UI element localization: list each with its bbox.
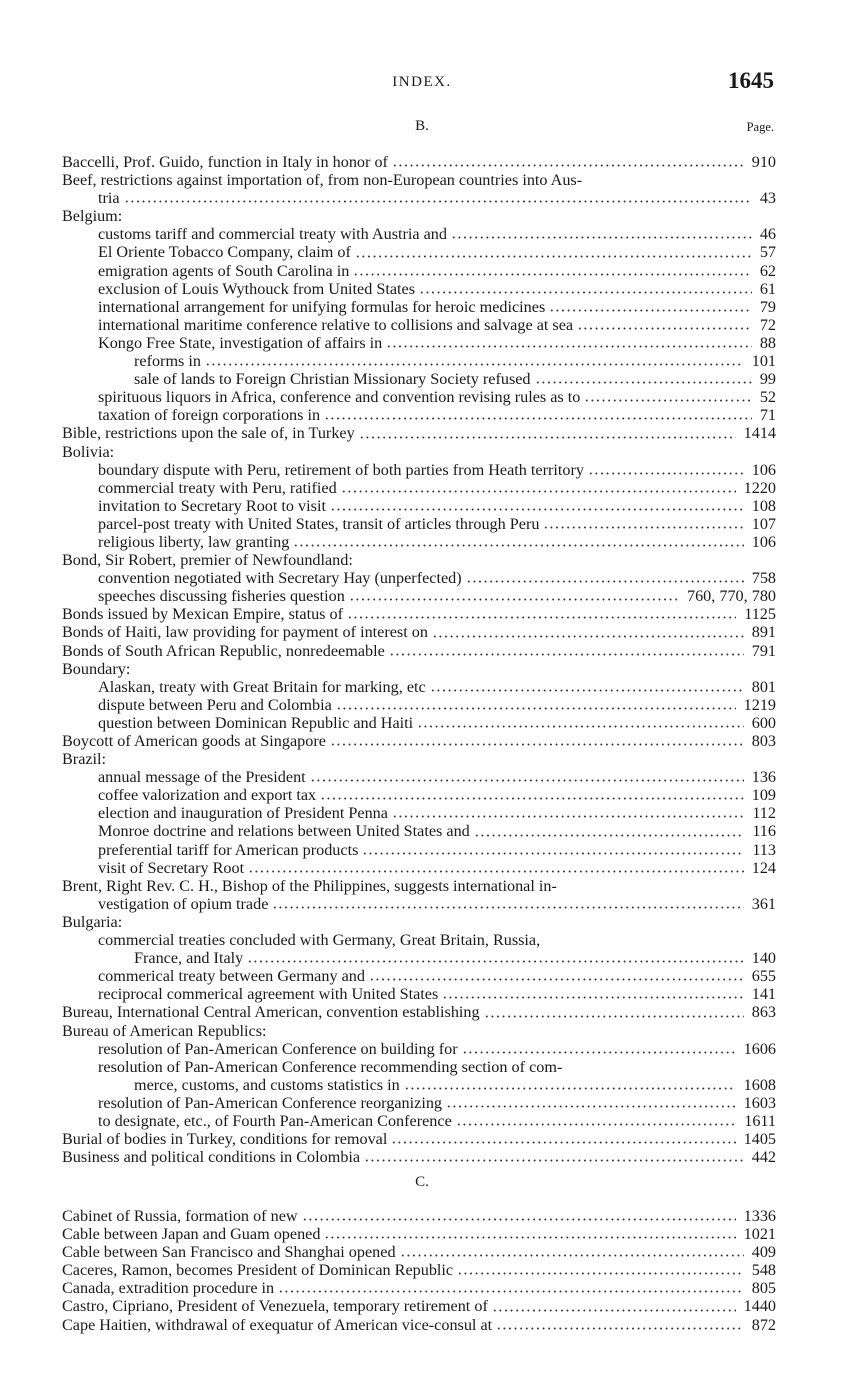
dot-leader (588, 472, 744, 475)
entry-page: 1219 (740, 696, 776, 714)
entry-text: reciprocal commerical agreement with United States (98, 985, 439, 1004)
index-entry (62, 841, 776, 859)
entry-text: Cape Haitien, withdrawal of exequatur of American vice-consul at (62, 1315, 493, 1334)
entry-text: commercial treaties concluded with Germany, Great Britain, Russia, (98, 931, 541, 950)
index-entry (62, 424, 776, 442)
entry-page: 124 (748, 859, 776, 877)
index-entry (62, 1112, 776, 1130)
entry-text: Brent, Right Rev. C. H., Bishop of the Philippines, suggests international in- (62, 876, 557, 895)
entry-text: Bonds of South African Republic, nonredeemable (62, 641, 385, 660)
index-entry (62, 1225, 776, 1243)
index-entry (62, 895, 776, 913)
index-entry (62, 913, 776, 931)
index-entry (62, 298, 776, 316)
index-entry (62, 316, 776, 334)
dot-leader (442, 996, 744, 999)
entry-text: merce, customs, and customs statistics in (134, 1075, 400, 1094)
dot-leader (496, 1327, 744, 1330)
entry-page: 72 (756, 316, 776, 334)
index-entry (62, 171, 776, 189)
dot-leader (369, 978, 744, 981)
index-entry (62, 1022, 776, 1040)
entry-text: preferential tariff for American products (98, 840, 359, 859)
entry-page: 101 (748, 352, 776, 370)
entry-text: election and inauguration of President Penna (98, 804, 388, 823)
dot-leader (310, 779, 744, 782)
dot-leader (466, 580, 744, 583)
entry-page: 62 (756, 262, 776, 280)
entry-text: Cable between Japan and Guam opened (62, 1225, 321, 1244)
entry-page: 46 (756, 225, 776, 243)
index-entry (62, 443, 776, 461)
entry-text: reforms in (134, 352, 201, 371)
index-entry (62, 768, 776, 786)
entry-page: 141 (748, 985, 776, 1003)
entry-text: commercial treaty with Peru, ratified (98, 478, 337, 497)
entry-text: speeches discussing fisheries question (98, 587, 345, 606)
dot-leader (248, 870, 744, 873)
entry-text: religious liberty, law granting (98, 532, 290, 551)
index-entry (62, 1003, 776, 1021)
index-entry (62, 678, 776, 696)
entry-text: parcel-post treaty with United States, transit of articles through Peru (98, 514, 540, 533)
index-entry (62, 280, 776, 298)
dot-leader (404, 1087, 736, 1090)
entry-text: Belgium: (62, 207, 123, 226)
entry-page: 1220 (740, 479, 776, 497)
entry-page: 760, 770, 780 (683, 587, 776, 605)
entry-text: France, and Italy (134, 949, 244, 968)
index-entry (62, 225, 776, 243)
entry-text: Kongo Free State, investigation of affairs in (98, 333, 383, 352)
index-entry (62, 1261, 776, 1279)
dot-leader (543, 526, 744, 529)
entry-text: taxation of foreign corporations in (98, 406, 321, 425)
entry-text: Bonds of Haiti, law providing for payment of interest on (62, 623, 428, 642)
index-entry (62, 1316, 776, 1334)
entry-text: Caceres, Ramon, becomes President of Dominican Republic (62, 1261, 454, 1280)
section-letter: B. (415, 118, 429, 134)
entry-page: 805 (748, 1279, 776, 1297)
page-number: 1645 (728, 68, 774, 93)
dot-leader (456, 1123, 736, 1126)
dot-leader (355, 255, 752, 258)
index-entry (62, 642, 776, 660)
index-entry (62, 461, 776, 479)
dot-leader (419, 291, 752, 294)
entry-text: emigration agents of South Carolina in (98, 261, 350, 280)
entry-text: Cabinet of Russia, formation of new (62, 1207, 298, 1225)
entry-text: question between Dominican Republic and Haiti (98, 713, 414, 732)
entry-page: 43 (756, 189, 776, 207)
entry-page: 361 (748, 895, 776, 913)
dot-leader (392, 164, 744, 167)
entry-page: 1606 (740, 1040, 776, 1058)
entry-page: 99 (756, 370, 776, 388)
index-entry (62, 497, 776, 515)
index-entry (62, 1207, 776, 1225)
dot-leader (347, 616, 736, 619)
dot-leader (336, 707, 736, 710)
entry-page: 1611 (740, 1112, 776, 1130)
entry-text: resolution of Pan-American Conference recommending section of com- (98, 1057, 563, 1076)
index-entry (62, 696, 776, 714)
index-entry (62, 1094, 776, 1112)
entry-page: 409 (748, 1243, 776, 1261)
entry-text: international maritime conference relative to collisions and salvage at sea (98, 315, 574, 334)
entry-page: 106 (748, 461, 776, 479)
entry-text: Boycott of American goods at Singapore (62, 732, 326, 750)
dot-leader (392, 815, 744, 818)
entry-page: 791 (748, 642, 776, 660)
dot-leader (272, 906, 744, 909)
index-entry (62, 551, 776, 569)
index-entry (62, 533, 776, 551)
dot-leader (124, 200, 752, 203)
entry-text: spirituous liquors in Africa, conference and convention revising rules as to (98, 388, 581, 407)
section-letter: C. (415, 1174, 429, 1190)
index-entry (62, 804, 776, 822)
index-entries-b (62, 153, 776, 1166)
entry-text: international arrangement for unifying formulas for heroic medicines (98, 297, 546, 316)
index-entry (62, 370, 776, 388)
index-entries-c (62, 1207, 776, 1334)
section-heading-c (0, 1174, 844, 1194)
entry-text: commerical treaty between Germany and (98, 967, 365, 986)
index-entry (62, 1279, 776, 1297)
dot-leader (364, 1159, 744, 1162)
entry-text: Canada, extradition procedure in (62, 1279, 275, 1298)
entry-page: 57 (756, 243, 776, 261)
entry-text: invitation to Secretary Root to visit (98, 496, 326, 515)
entry-page: 1405 (740, 1130, 776, 1148)
entry-page: 1608 (740, 1076, 776, 1094)
entry-text: Cable between San Francisco and Shanghai opened (62, 1243, 396, 1262)
entry-page: 655 (748, 967, 776, 985)
index-entry (62, 714, 776, 732)
index-entry (62, 1130, 776, 1148)
dot-leader (584, 399, 752, 402)
index-entry (62, 334, 776, 352)
entry-page: 52 (756, 388, 776, 406)
dot-leader (484, 1015, 744, 1018)
dot-leader (278, 1290, 744, 1293)
index-entry (62, 587, 776, 605)
entry-page: 61 (756, 280, 776, 298)
entry-page: 801 (748, 678, 776, 696)
entry-text: dispute between Peru and Colombia (98, 695, 332, 714)
entry-text: Bonds issued by Mexican Empire, status of (62, 605, 343, 624)
entry-page: 891 (748, 623, 776, 641)
dot-leader (302, 1218, 736, 1221)
entry-page: 116 (748, 822, 776, 840)
dot-leader (430, 689, 744, 692)
dot-leader (417, 725, 744, 728)
entry-text: El Oriente Tobacco Company, claim of (98, 243, 351, 262)
dot-leader (462, 1051, 736, 1054)
entry-page: 548 (748, 1261, 776, 1279)
dot-leader (205, 363, 744, 366)
index-entry (62, 877, 776, 895)
dot-leader (324, 417, 752, 420)
entry-page: 1414 (740, 424, 776, 442)
entry-text: Business and political conditions in Colombia (62, 1148, 361, 1167)
entry-page: 109 (748, 786, 776, 804)
entry-text: Brazil: (62, 750, 107, 769)
index-entry (62, 569, 776, 587)
dot-leader (324, 1236, 736, 1239)
index-entry (62, 949, 776, 967)
index-entry (62, 1297, 776, 1315)
entry-text: vestigation of opium trade (98, 894, 269, 913)
dot-leader (353, 273, 752, 276)
entry-text: Bible, restrictions upon the sale of, in Turkey (62, 424, 355, 443)
entry-text: Burial of bodies in Turkey, conditions for removal (62, 1130, 388, 1149)
dot-leader (320, 797, 744, 800)
index-entry (62, 1076, 776, 1094)
index-entry (62, 262, 776, 280)
entry-page: 106 (748, 533, 776, 551)
entry-text: Baccelli, Prof. Guido, function in Italy in honor of (62, 153, 388, 171)
entry-page: 872 (748, 1316, 776, 1334)
index-entry (62, 153, 776, 171)
dot-leader (535, 381, 752, 384)
dot-leader (457, 1272, 744, 1275)
section-heading-b (0, 118, 844, 138)
index-entry (62, 985, 776, 1003)
entry-text: Beef, restrictions against importation of, from non-European countries into Aus- (62, 171, 583, 190)
dot-leader (391, 1141, 736, 1144)
index-entry (62, 243, 776, 261)
dot-leader (474, 834, 744, 837)
entry-page: 136 (748, 768, 776, 786)
dot-leader (432, 635, 744, 638)
entry-page: 113 (748, 841, 776, 859)
dot-leader (359, 436, 736, 439)
index-entry (62, 1243, 776, 1261)
entry-text: Bulgaria: (62, 912, 123, 931)
entry-text: Monroe doctrine and relations between United States and (98, 822, 470, 841)
entry-text: visit of Secretary Root (98, 858, 245, 877)
entry-text: Bureau of American Republics: (62, 1021, 267, 1040)
running-head (0, 70, 844, 94)
entry-text: Boundary: (62, 659, 131, 678)
entry-text: boundary dispute with Peru, retirement of both parties from Heath territory (98, 460, 584, 479)
entry-text: exclusion of Louis Wythouck from United States (98, 279, 416, 298)
index-entry (62, 1148, 776, 1166)
page-column-label: Page. (746, 120, 774, 134)
entry-page: 1125 (740, 605, 776, 623)
running-title: INDEX. (392, 74, 452, 90)
entry-page: 600 (748, 714, 776, 732)
entry-text: Castro, Cipriano, President of Venezuela, temporary retirement of (62, 1297, 488, 1316)
entry-page: 1021 (740, 1225, 776, 1243)
index-entry (62, 859, 776, 877)
entry-text: Bolivia: (62, 442, 115, 461)
entry-text: sale of lands to Foreign Christian Missionary Society refused (134, 370, 531, 389)
index-entry (62, 515, 776, 533)
entry-page: 79 (756, 298, 776, 316)
dot-leader (247, 960, 744, 963)
index-entry (62, 732, 776, 750)
entry-page: 442 (748, 1148, 776, 1166)
dot-leader (386, 345, 752, 348)
entry-page: 758 (748, 569, 776, 587)
entry-page: 1603 (740, 1094, 776, 1112)
index-entry (62, 388, 776, 406)
dot-leader (349, 598, 679, 601)
dot-leader (549, 309, 752, 312)
index-entry (62, 1040, 776, 1058)
entry-text: coffee valorization and export tax (98, 786, 317, 805)
entry-page: 140 (748, 949, 776, 967)
dot-leader (362, 852, 744, 855)
dot-leader (293, 544, 744, 547)
entry-text: annual message of the President (98, 768, 306, 787)
index-entry (62, 931, 776, 949)
index-entry (62, 207, 776, 225)
entry-page: 1440 (740, 1297, 776, 1315)
index-entry (62, 406, 776, 424)
dot-leader (400, 1254, 744, 1257)
entry-text: customs tariff and commercial treaty with Austria and (98, 225, 447, 244)
index-entry (62, 352, 776, 370)
entry-text: resolution of Pan-American Conference on building for (98, 1039, 458, 1058)
index-entry (62, 623, 776, 641)
entry-text: Bureau, International Central American, convention establishing (62, 1003, 480, 1022)
index-entry (62, 605, 776, 623)
dot-leader (330, 743, 744, 746)
index-entry (62, 786, 776, 804)
entry-page: 71 (756, 406, 776, 424)
index-entry (62, 822, 776, 840)
entry-page: 112 (748, 804, 776, 822)
entry-page: 863 (748, 1003, 776, 1021)
entry-text: resolution of Pan-American Conference reorganizing (98, 1093, 443, 1112)
index-entry (62, 750, 776, 768)
entry-page: 803 (748, 732, 776, 750)
entry-text: tria (98, 189, 120, 208)
index-entry (62, 660, 776, 678)
entry-text: to designate, etc., of Fourth Pan-American Conference (98, 1111, 452, 1130)
dot-leader (341, 490, 736, 493)
index-entry (62, 479, 776, 497)
dot-leader (330, 508, 744, 511)
dot-leader (389, 653, 744, 656)
dot-leader (446, 1105, 736, 1108)
entry-text: convention negotiated with Secretary Hay (unperfected) (98, 569, 462, 588)
dot-leader (577, 327, 752, 330)
dot-leader (492, 1309, 736, 1312)
dot-leader (451, 236, 752, 239)
entry-page: 1336 (740, 1207, 776, 1225)
index-entry (62, 1058, 776, 1076)
entry-page: 107 (748, 515, 776, 533)
entry-text: Bond, Sir Robert, premier of Newfoundland: (62, 551, 353, 570)
index-entry (62, 967, 776, 985)
entry-page: 910 (748, 153, 776, 171)
index-entry (62, 189, 776, 207)
entry-text: Alaskan, treaty with Great Britain for marking, etc (98, 677, 426, 696)
entry-page: 108 (748, 497, 776, 515)
entry-page: 88 (756, 334, 776, 352)
